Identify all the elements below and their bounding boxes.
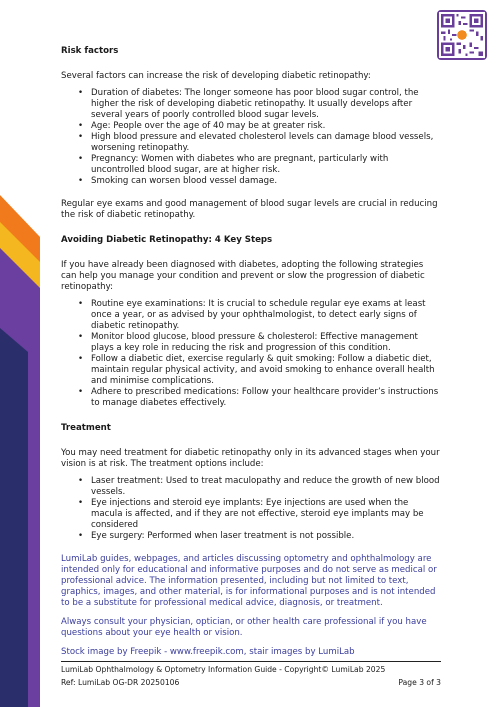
risk-factors-intro: Several factors can increase the risk of developing diabetic retinopathy: (61, 71, 371, 81)
page-number: Page 3 of 3 (398, 678, 441, 687)
treatment-intro: You may need treatment for diabetic retinopathy only in its advanced stages when your vision is at risk. The treatment options include: (61, 448, 440, 469)
treatment-options-list (61, 476, 441, 542)
avoiding-intro: If you have already been diagnosed with diabetes, adopting the following strategies can help you manage your condition and prevent or slow the progression of diabetic retinopathy: (61, 260, 425, 292)
image-credits: Stock image by Freepik - www.freepik.com, stair images by LumiLab (61, 647, 355, 657)
list-item: • Adhere to prescribed medications: Follow your healthcare provider’s instructions to manage diabetes effectively. (61, 387, 441, 409)
decorative-side-stripes (0, 0, 60, 707)
avoiding-heading: Avoiding Diabetic Retinopathy: 4 Key Steps (61, 235, 273, 245)
treatment-heading: Treatment (61, 423, 111, 433)
main-content (61, 46, 441, 658)
footer-divider (61, 661, 441, 662)
footer-ref-row (61, 678, 441, 688)
list-item: • Age: People over the age of 40 may be at greater risk. (61, 121, 441, 132)
list-item: • Pregnancy: Women with diabetes who are pregnant, particularly with uncontrolled blood sugar, are at higher risk. (61, 154, 441, 176)
list-item: • Eye surgery: Performed when laser treatment is not possible. (61, 531, 441, 542)
list-item: • Smoking can worsen blood vessel damage. (61, 176, 441, 187)
risk-factors-list (61, 88, 441, 187)
footer-copyright-text: LumiLab Ophthalmology & Optometry Information Guide - Copyright© LumiLab 2025 (61, 665, 386, 674)
list-item: • Laser treatment: Used to treat maculopathy and reduce the growth of new blood vessels. (61, 476, 441, 498)
risk-factors-heading: Risk factors (61, 46, 119, 56)
risk-factors-closing: Regular eye exams and good management of blood sugar levels are crucial in reducing the risk of diabetic retinopathy. (61, 199, 438, 220)
avoiding-steps-list (61, 299, 441, 409)
qr-code-icon[interactable] (437, 10, 487, 60)
list-item: • Duration of diabetes: The longer someone has poor blood sugar control, the higher the risk of developing diabetic retinopathy. It usually develops after several years of poorly controlled blood sugar levels. (61, 88, 441, 121)
list-item: • Eye injections and steroid eye implants: Eye injections are used when the macula is affected, and if they are not effective, steroid eye implants may be considered (61, 498, 441, 531)
list-item: • Monitor blood glucose, blood pressure & cholesterol: Effective management plays a key role in reducing the risk and progression of this condition. (61, 332, 441, 354)
list-item: • Follow a diabetic diet, exercise regularly & quit smoking: Follow a diabetic diet, maintain regular physical activity, and avoid smoking to enhance overall health and minimise complications. (61, 354, 441, 387)
list-item: • High blood pressure and elevated cholesterol levels can damage blood vessels, worsening retinopathy. (61, 132, 441, 154)
footer-copyright (61, 665, 441, 675)
list-item: • Routine eye examinations: It is crucial to schedule regular eye exams at least once a year, or as advised by your ophthalmologist, to detect early signs of diabetic retinopathy. (61, 299, 441, 332)
disclaimer-text: LumiLab guides, webpages, and articles discussing optometry and ophthalmology are intended only for educational and informative purposes and do not serve as medical or professional advice. The information presented, including but not limited to text, graphics, images, and other material, is for informational purposes and is not intended to be a substitute for professional medical advice, diagnosis, or treatment. (61, 554, 437, 608)
consult-notice: Always consult your physician, optician, or other health care professional if you have questions about your eye health or vision. (61, 617, 427, 638)
footer-ref: Ref: LumiLab OG-DR 20250106 (61, 678, 180, 687)
